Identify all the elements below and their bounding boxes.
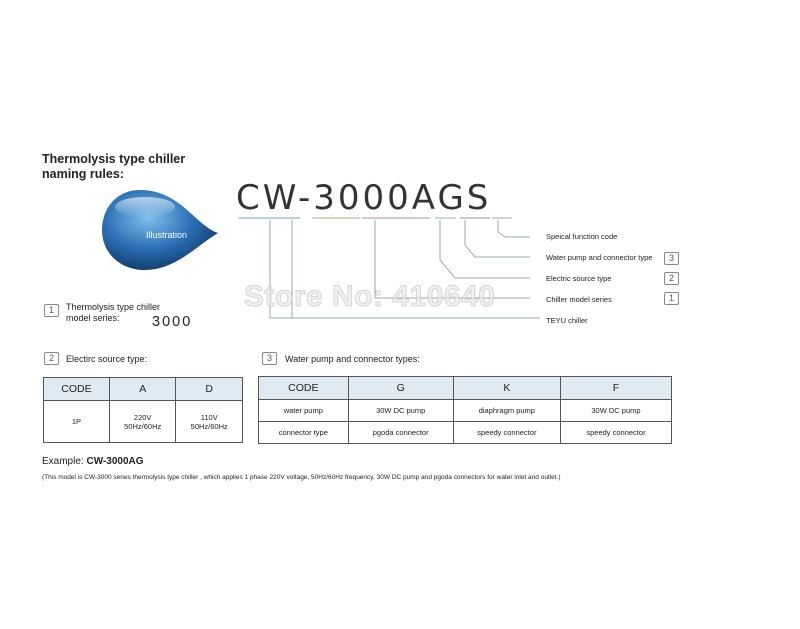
section-1-number: 1 [44, 304, 59, 317]
table-row [259, 400, 672, 422]
table-header-cell: A [109, 378, 176, 401]
table-header-cell: F [560, 377, 671, 400]
section-3-label: Water pump and connector types: [285, 354, 420, 364]
legend-teyu-chiller: TEYU chiller [546, 316, 588, 325]
table-header-cell: D [176, 378, 243, 401]
heading-line-1: Thermolysis type chiller [42, 152, 186, 166]
example-note: (This model is CW-3000 series thermolysis type chiller , which applies 1 phase 220V voltage, 50Hz/60Hz frequency, 30W DC pump and pgoda connectors for water inlet and outlet.) [42, 474, 561, 481]
table-row [44, 401, 243, 443]
table-header-cell: CODE [259, 377, 349, 400]
heading-line-2: naming rules: [42, 167, 124, 181]
example-line [42, 456, 144, 467]
legend-chiller-model: Chiller model series [546, 295, 612, 304]
table-cell: 30W DC pump [560, 400, 671, 422]
table-cell: water pump [259, 400, 349, 422]
table-cell: diaphragm pump [453, 400, 560, 422]
table-header-row [44, 378, 243, 401]
section-2-label: Electirc source type: [66, 354, 148, 364]
legend-num-3: 3 [664, 252, 679, 265]
section-2-number: 2 [44, 352, 59, 365]
table-header-cell: K [453, 377, 560, 400]
cell-line: 50Hz/60Hz [124, 421, 162, 431]
table-cell [176, 401, 243, 443]
legend-num-1: 1 [664, 292, 679, 305]
table-cell: connector type [259, 422, 349, 444]
table-header-cell: G [348, 377, 453, 400]
cell-line: 110V [200, 412, 218, 422]
model-series-value: 3000 [152, 314, 193, 330]
table-header-cell: CODE [44, 378, 110, 401]
illustration-label: Illustration [146, 230, 188, 240]
table-row [259, 422, 672, 444]
cell-line: 50Hz/60Hz [190, 421, 228, 431]
example-prefix: Example: [42, 456, 84, 467]
table-cell: 1P [44, 401, 110, 443]
legend-special-function: Speical function code [546, 232, 618, 241]
example-code: CW-3000AG [86, 456, 144, 467]
cell-line: 220V [133, 412, 152, 422]
table-header-row [259, 377, 672, 400]
legend-num-2: 2 [664, 272, 679, 285]
store-watermark: Store No: 410640 [244, 280, 496, 313]
legend-electric-source: Electric source type [546, 274, 612, 283]
section-1-label-line-2: model series: [66, 313, 120, 323]
water-pump-table [258, 376, 672, 444]
electric-source-table [43, 377, 243, 443]
section-3-number: 3 [262, 352, 277, 365]
legend-water-pump: Water pump and connector type [546, 253, 653, 262]
table-cell: speedy connector [560, 422, 671, 444]
table-cell: pgoda connector [348, 422, 453, 444]
model-code-title: CW-3000AGS [236, 178, 492, 218]
table-cell: 30W DC pump [348, 400, 453, 422]
table-cell [109, 401, 176, 443]
table-cell: speedy connector [453, 422, 560, 444]
section-1-label [66, 302, 160, 324]
section-1-label-line-1: Thermolysis type chiller [66, 302, 161, 312]
